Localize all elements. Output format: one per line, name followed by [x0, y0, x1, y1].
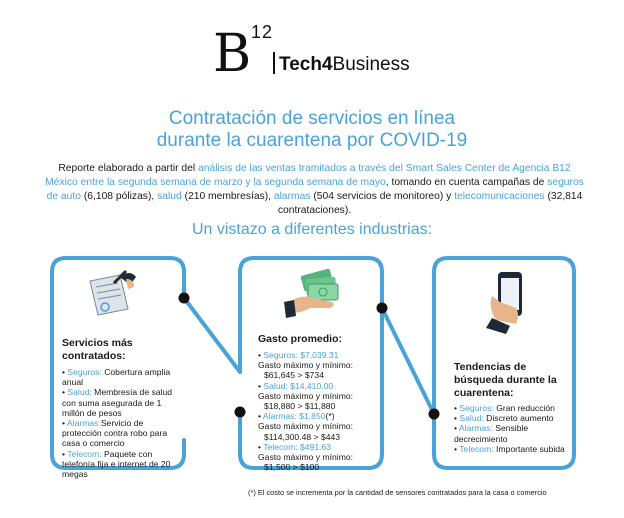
logo-brand-bold: Tech4 — [279, 54, 333, 75]
report-highlight-analysis: análisis de las ventas tramitados a través del Smart Sales Center de Agencia B12 México entre la segunda semana de marzo y la segunda semana de mayo — [45, 163, 571, 188]
list-item: • Seguros: $7,039.31 Gasto máximo y mínimo: $61,645 > $734 — [258, 350, 354, 381]
logo-brand-regular: Business — [332, 54, 410, 75]
item-label: Seguros: — [67, 367, 102, 377]
list-item: • Telecom: $491.63 Gasto máximo y mínimo: $1,500 > $100 — [258, 441, 354, 473]
list-item: • Alarmas: Sensible decrecimiento — [454, 423, 529, 444]
footnote: (*) El costo se incrementa por la cantidad de sensores contratados para la casa o comercio — [248, 488, 547, 497]
report-highlight-alarmas: alarmas — [273, 191, 311, 202]
smartphone-hand-icon — [486, 272, 522, 334]
list-item: • Salud: $14,410.00 Gasto máximo y mínimo: $18,880 > $11,880 — [258, 380, 354, 412]
item-range: $61,645 > $734 — [264, 370, 324, 381]
report-highlight-seguros: seguros de auto — [46, 177, 584, 202]
connector-dot — [179, 293, 190, 304]
item-range: $1,500 > $100 — [264, 462, 320, 473]
list-item: • Salud: Membresía de salud con suma asegurada de 1 millón de pesos — [62, 387, 173, 418]
item-text: Gasto máximo y mínimo: — [258, 452, 354, 463]
item-label: Salud: $14,410.00 — [263, 380, 334, 391]
item-label: Salud: — [459, 413, 484, 424]
logo-letter: B — [213, 24, 252, 84]
report-highlight-telecom: telecomunicaciones — [454, 191, 545, 202]
item-range: $114,300.48 > $443 — [264, 431, 341, 442]
connector-dot — [377, 303, 388, 314]
report-text: Reporte elaborado a partir del — [58, 163, 199, 174]
list-item: • Alarmas: $1,850(*) Gasto máximo y mínimo: $114,300.48 > $443 — [258, 411, 354, 442]
item-label: Salud: — [67, 387, 92, 398]
item-text: Importante subida — [493, 443, 565, 454]
item-label: Telecom: — [67, 448, 102, 459]
connector-dot — [429, 409, 440, 420]
item-label: Alarmas: — [66, 418, 101, 429]
card-2-title: Gasto promedio: — [258, 333, 343, 345]
connector-dot — [235, 407, 246, 418]
section-subtitle: Un vistazo a diferentes industrias: — [191, 221, 433, 238]
item-text: Paquete con telefonía fija e internet de 20 megas — [62, 448, 171, 480]
item-text: Gran reducción — [493, 403, 555, 413]
item-label: Seguros: $7,039.31 — [263, 350, 339, 360]
item-text: Gasto máximo y mínimo: — [258, 421, 354, 432]
card-3-title: Tendencias de búsqueda durante la cuarentena: — [454, 361, 557, 399]
report-text: (210 membresías), — [181, 191, 274, 202]
item-label: Alarmas: — [458, 423, 493, 434]
card-1-title: Servicios más contratados: — [62, 337, 133, 362]
list-item: • Salud: Discreto aumento — [454, 413, 554, 424]
list-item: • Telecom: Paquete con telefonía fija e internet de 20 megas — [62, 448, 171, 480]
document-signing-icon — [90, 271, 136, 315]
report-text: , tomando en cuenta campañas de — [385, 177, 548, 188]
item-label: Telecom: $491.63 — [263, 441, 332, 452]
item-text: Gasto máximo y mínimo: — [258, 360, 354, 371]
item-text: Cobertura amplia anual — [62, 367, 171, 388]
card-1-list — [62, 367, 184, 479]
money-hand-icon — [284, 268, 338, 318]
logo-number: 12 — [251, 22, 274, 42]
connector-2-3 — [382, 308, 434, 414]
item-range: $18,880 > $11,880 — [264, 401, 336, 412]
item-label: Seguros: — [459, 403, 494, 413]
card-3-list — [454, 403, 574, 454]
list-item: • Alarmas:Servicio de protección contra robo para casa o comercio — [62, 418, 168, 449]
item-text: Sensible decrecimiento — [454, 423, 529, 444]
list-item: • Telecom: Importante subida — [454, 443, 565, 454]
page-title-line-1: Contratación de servicios en línea — [168, 108, 456, 129]
card-2-list — [258, 350, 388, 472]
report-text: (6,108 pólizas), — [80, 191, 158, 202]
item-text: Servicio de protección contra robo para casa o comercio — [62, 418, 168, 449]
list-item: • Seguros: Cobertura amplia anual — [62, 367, 171, 388]
item-label: Telecom: — [459, 443, 494, 454]
item-text: Gasto máximo y mínimo: — [258, 390, 354, 401]
item-text: Membresía de salud con suma asegurada de 1 millón de pesos — [62, 387, 173, 418]
page-title-line-2: durante la cuarentena por COVID-19 — [156, 130, 468, 151]
footnote-mark: (*) — [325, 411, 335, 422]
report-highlight-salud: salud — [157, 191, 182, 202]
list-item: • Seguros: Gran reducción — [454, 403, 555, 413]
report-text: (32,814 contrataciones). — [277, 191, 583, 216]
connector-1-2 — [184, 298, 240, 372]
item-label: Alarmas: $1,850 — [262, 411, 326, 422]
item-text: Discreto aumento — [483, 413, 554, 424]
report-text: (504 servicios de monitoreo) y — [310, 191, 455, 202]
